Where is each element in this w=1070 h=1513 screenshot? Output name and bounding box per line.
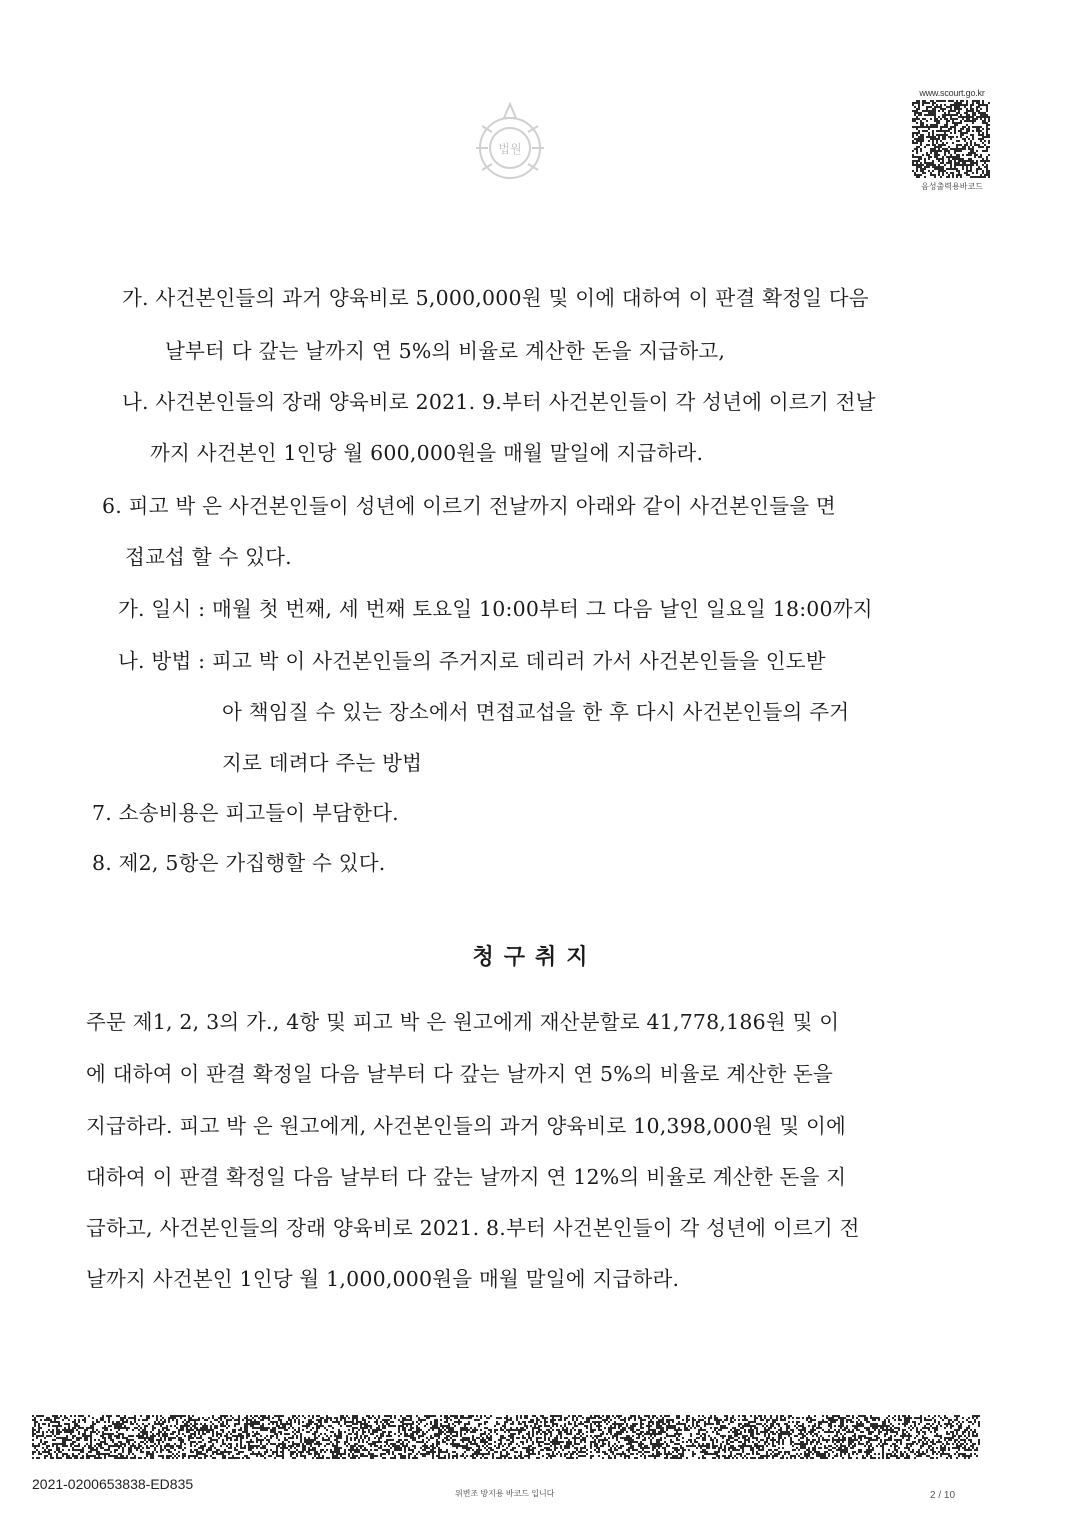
barcode-note: 위변조 방지용 바코드 입니다 [455,1489,555,1498]
ruling-line-12: 8. 제2, 5항은 가집행할 수 있다. [92,851,386,875]
ruling-line-4: 까지 사건본인 1인당 월 600,000원을 매월 말일에 지급하라. [150,441,704,465]
claim-title: 청구취지 [472,945,598,970]
qr-url-text: www.scourt.go.kr [919,88,985,98]
qr-code-icon [912,100,990,178]
anti-forgery-barcode-icon [32,1415,980,1459]
ruling-line-5: 6. 피고 박 은 사건본인들이 성년에 이르기 전날까지 아래와 같이 사건본인들을 면 [102,494,836,518]
ruling-line-6: 접교섭 할 수 있다. [125,545,292,569]
ruling-line-8: 나. 방법 : 피고 박 이 사건본인들의 주거지로 데리러 가서 사건본인들을 인도받 [118,649,826,673]
ruling-line-7: 가. 일시 : 매월 첫 번째, 세 번째 토요일 10:00부터 그 다음 날인 일요일 18:00까지 [118,597,873,621]
ruling-line-9: 아 책임질 수 있는 장소에서 면접교섭을 한 후 다시 사건본인들의 주거 [222,700,850,724]
page-number: 2 / 10 [930,1490,956,1501]
ruling-line-11: 7. 소송비용은 피고들이 부담한다. [92,801,399,825]
claim-line-1: 주문 제1, 2, 3의 가., 4항 및 피고 박 은 원고에게 재산분할로 41,778,186원 및 이 [86,1010,840,1034]
ruling-line-1: 가. 사건본인들의 과거 양육비로 5,000,000원 및 이에 대하여 이 판결 확정일 다음 [122,286,869,310]
claim-line-2: 에 대하여 이 판결 확정일 다음 날부터 다 갚는 날까지 연 5%의 비율로 계산한 돈을 [86,1062,834,1086]
ruling-line-3: 나. 사건본인들의 장래 양육비로 2021. 9.부터 사건본인들이 각 성년에 이르기 전날 [122,390,876,414]
ruling-line-10: 지로 데려다 주는 방법 [222,751,423,775]
claim-line-6: 날까지 사건본인 1인당 월 1,000,000원을 매월 말일에 지급하라. [86,1267,680,1291]
document-id: 2021-0200653838-ED835 [32,1476,194,1492]
court-emblem-icon [462,96,558,192]
claim-line-3: 지급하라. 피고 박 은 원고에게, 사건본인들의 과거 양육비로 10,398,000원 및 이에 [86,1114,847,1138]
emblem-text: 법원 [498,142,522,156]
claim-line-4: 대하여 이 판결 확정일 다음 날부터 다 갚는 날까지 연 12%의 비율로 계산한 돈을 지 [86,1165,847,1189]
qr-caption-text: 음성출력용바코드 [921,182,983,191]
claim-line-5: 급하고, 사건본인들의 장래 양육비로 2021. 8.부터 사건본인들이 각 성년에 이르기 전 [86,1216,860,1240]
ruling-line-2: 날부터 다 갚는 날까지 연 5%의 비율로 계산한 돈을 지급하고, [165,339,726,363]
